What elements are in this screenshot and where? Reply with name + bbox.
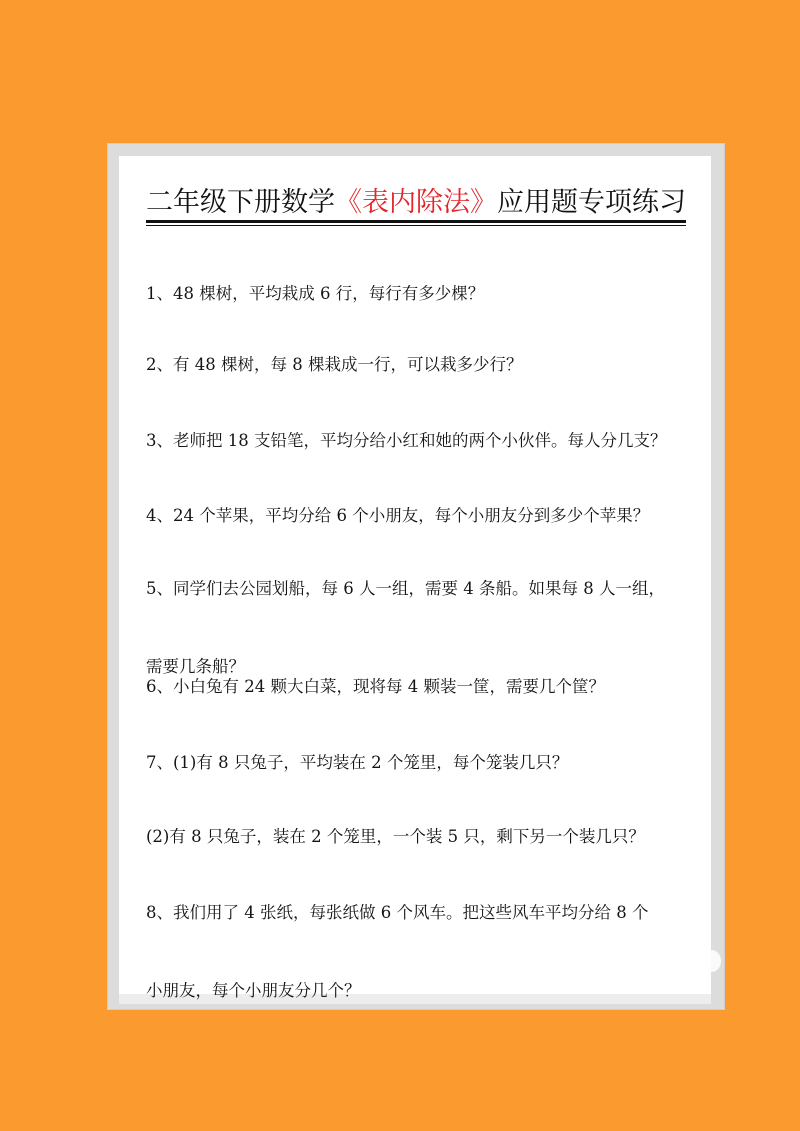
question-4-line-1: 4、24 个苹果，平均分给 6 个小朋友，每个小朋友分到多少个苹果？ [146,506,650,525]
question-3-line-1: 3、老师把 18 支铅笔，平均分给小红和她的两个小伙伴。每人分几支？ [146,431,667,450]
question-7-part-1-line-1: 7、(1)有 8 只兔子，平均装在 2 个笼里，每个笼装几只？ [146,753,569,772]
title-underline-thin [146,225,686,226]
question-6-line-1: 6、小白兔有 24 颗大白菜，现将每 4 颗装一筐，需要几个筐？ [146,677,605,696]
title-highlight: 《表内除法》 [335,187,497,218]
question-1-line-1: 1、48 棵树，平均栽成 6 行，每行有多少棵？ [146,284,485,303]
question-7-part-2-line-1: (2)有 8 只兔子，装在 2 个笼里，一个装 5 只，剩下另一个装几只？ [146,827,645,846]
question-8-line-2: 小朋友，每个小朋友分几个？ [146,981,361,1000]
question-5-line-1: 5、同学们去公园划船，每 6 人一组，需要 4 条船。如果每 8 人一组， [146,579,665,598]
worksheet-title [146,186,686,220]
title-suffix: 应用题专项练习 [497,187,686,218]
question-8 [146,848,696,1030]
title-prefix: 二年级下册数学 [146,187,335,218]
scroll-handle[interactable] [703,950,721,972]
question-2-line-1: 2、有 48 棵树，每 8 棵栽成一行，可以栽多少行？ [146,355,523,374]
title-underline-thick [146,220,686,223]
question-8-line-1: 8、我们用了 4 张纸，每张纸做 6 个风车。把这些风车平均分给 8 个 [146,903,649,922]
question-5-line-2: 需要几条船？ [146,657,245,676]
